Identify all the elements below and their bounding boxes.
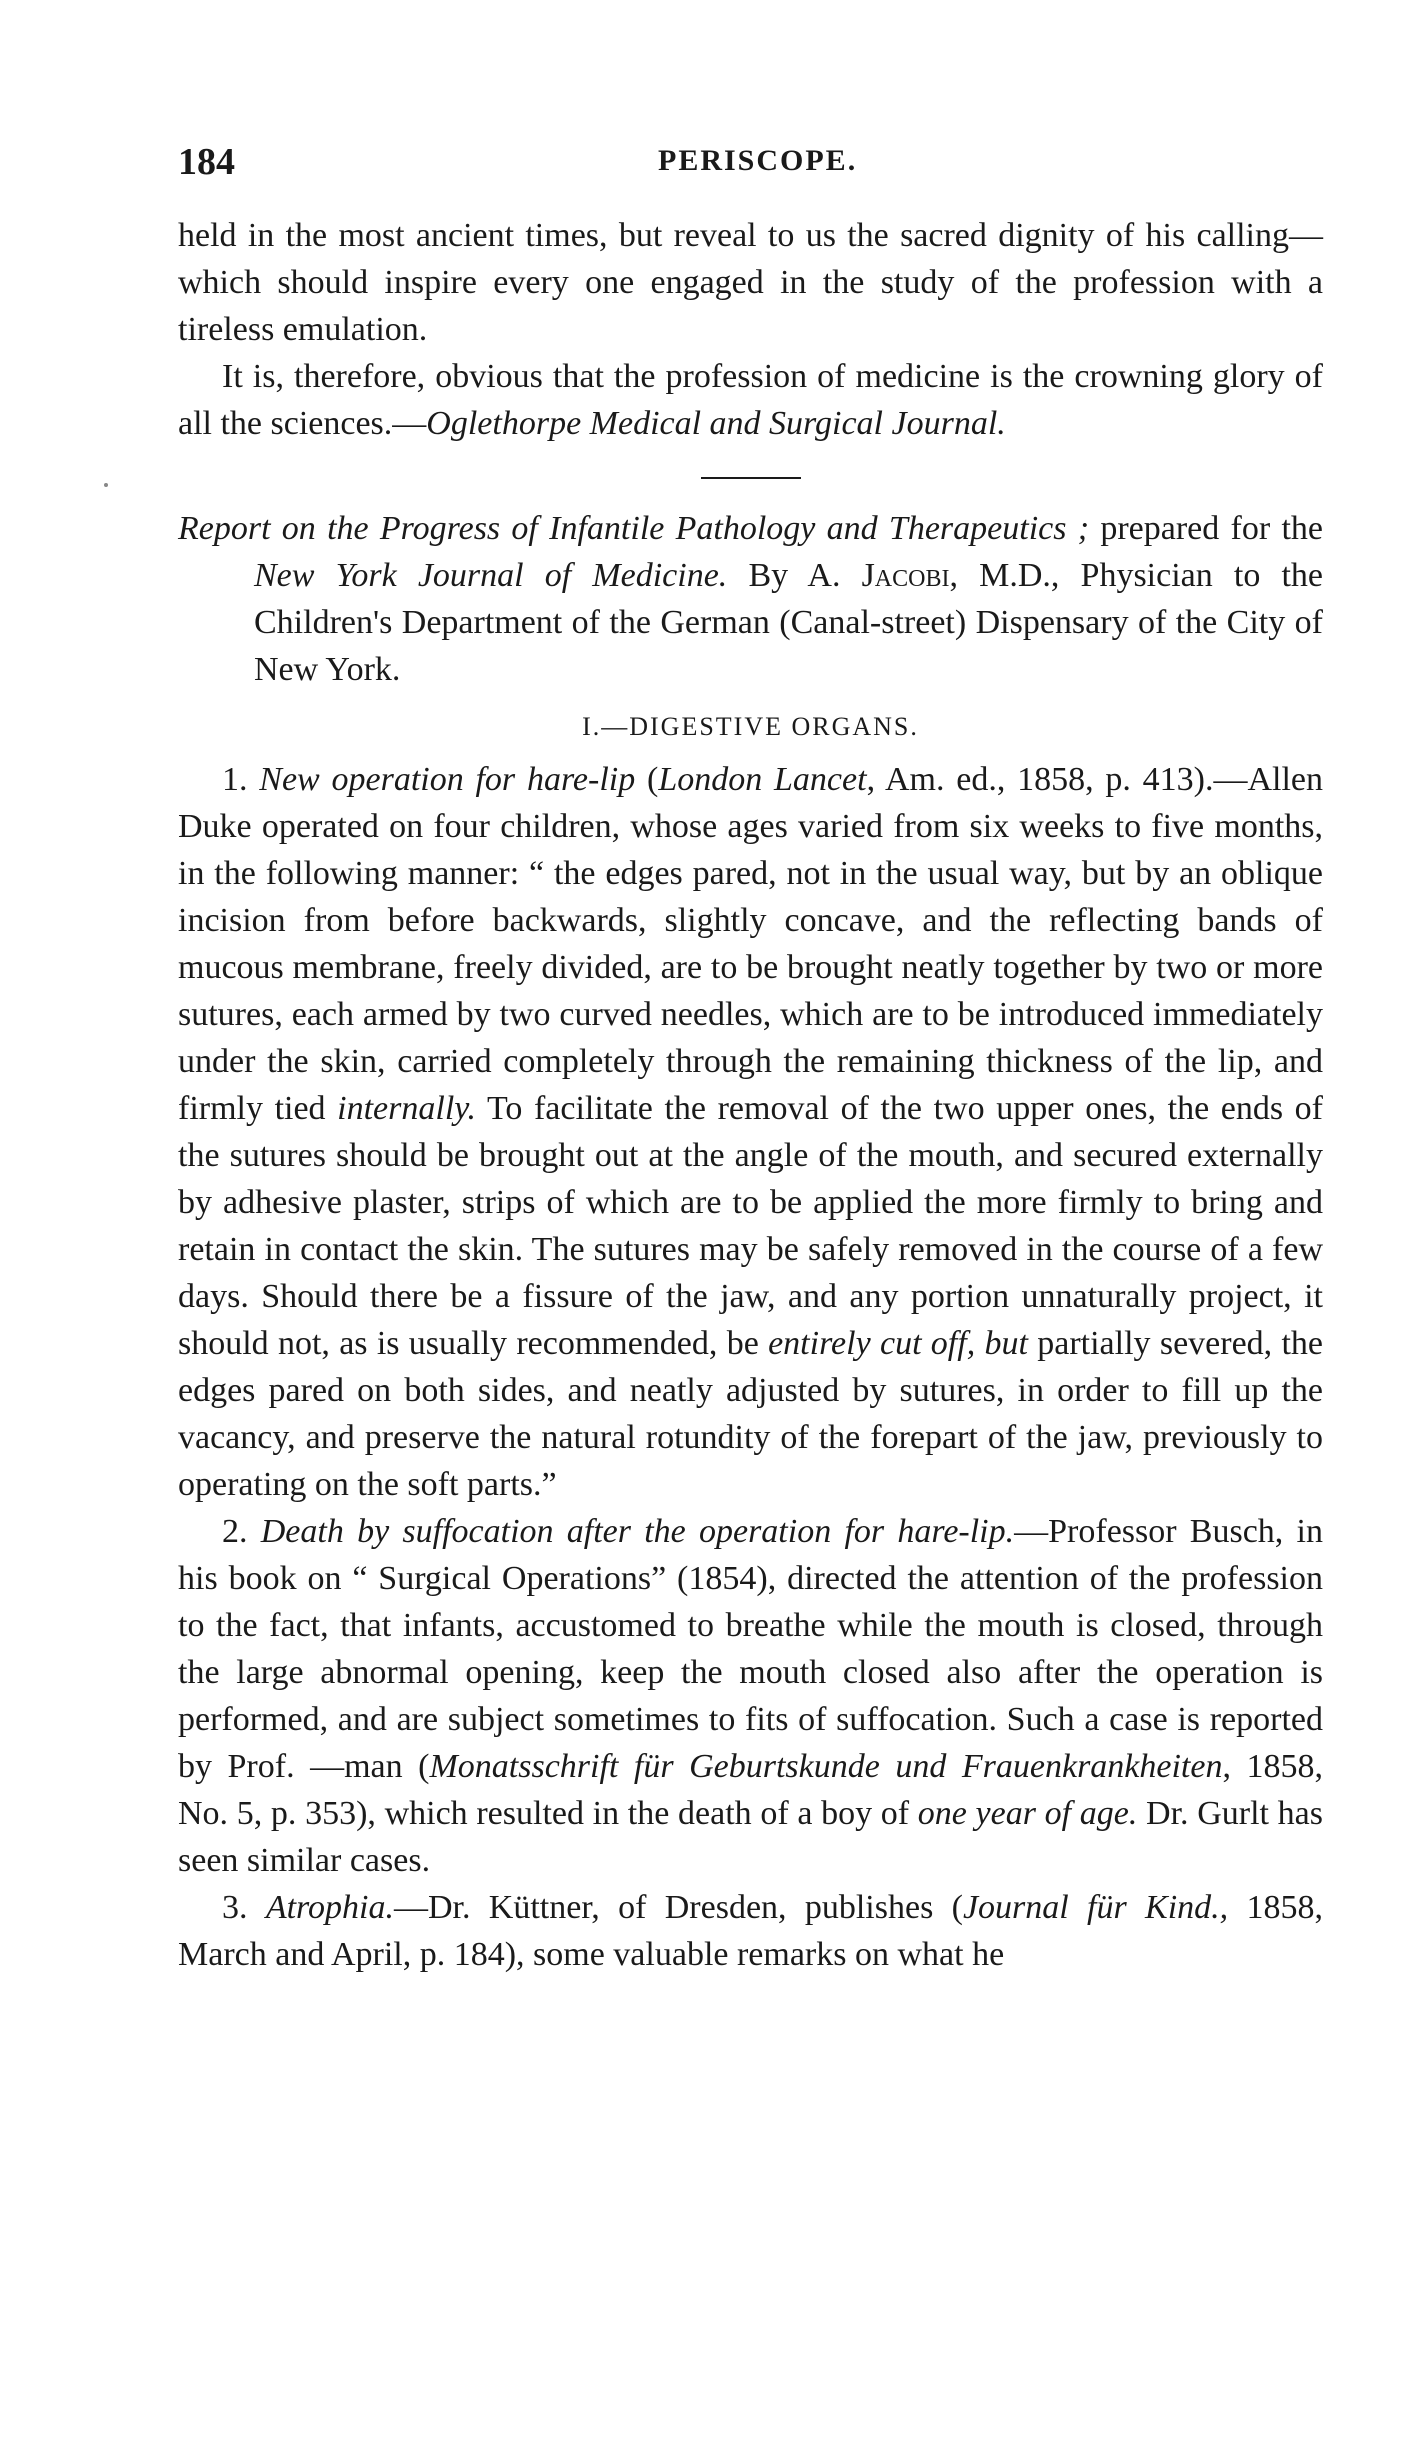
report-title: Report on the Progress of Infantile Pathology and Therapeutics ;	[178, 510, 1090, 547]
item-text: , 1858, No. 5, p. 353), which resulted in the death of a boy of	[178, 1748, 1323, 1832]
report-text: prepared for the	[1089, 510, 1324, 547]
item-text: —Dr. Küttner, of Dresden, publishes (	[393, 1889, 963, 1926]
paragraph-continuation: held in the most ancient times, but reveal to us the sacred dignity of his calling—which should inspire every one engaged in the study of the profession with a tireless emulation.	[178, 217, 1323, 348]
page-number: 184	[178, 141, 235, 183]
source-citation: Oglethorpe Medical and Surgical Journal.	[426, 405, 1006, 442]
item-atrophia	[178, 1884, 1323, 1978]
item-text: 1858, March and April, p. 184), some valuable remarks on what he	[178, 1889, 1323, 1973]
item-title: Atrophia.	[265, 1889, 394, 1926]
report-text: , M.D., Physician to the Children's Department of the German (Canal-street) Dispensary of the City of New York.	[254, 557, 1324, 688]
item-reference: Journal für Kind.,	[962, 1889, 1229, 1926]
item-emphasis: entirely cut off, but	[768, 1325, 1028, 1362]
item-title: Death by suffocation after the operation for hare-lip.	[260, 1513, 1015, 1550]
item-emphasis: one year of age.	[917, 1795, 1138, 1832]
section-heading: I.—DIGESTIVE ORGANS.	[582, 712, 919, 741]
item-text: To facilitate the removal of the two upper ones, the ends of the sutures should be brought out at the angle of the mouth, and secured externally by adhesive plaster, strips of which are to be applied the more firmly to bring and retain in contact the skin. The sutures may be safely removed in the course of a few days. Should there be a fissure of the jaw, and any portion unnaturally project, it should not, as is usually recommended, be	[178, 1090, 1323, 1362]
item-number: 1.	[222, 761, 248, 798]
item-number: 2.	[222, 1513, 248, 1550]
page-header	[178, 140, 1323, 190]
conclusion-text: It is, therefore, obvious that the profession of medicine is the crowning glory of all the sciences.—	[178, 358, 1323, 442]
margin-speck	[104, 483, 108, 487]
report-author: Jacobi	[861, 557, 950, 594]
item-emphasis: internally.	[337, 1090, 476, 1127]
item-text: Dr. Gurlt has seen similar cases.	[178, 1795, 1324, 1879]
section-divider	[701, 477, 801, 479]
item-text: —Professor Busch, in his book on “ Surgical Operations” (1854), directed the attention of the profession to the fact, that infants, accustomed to breathe while the mouth is closed, through the large abnormal opening, keep the mouth closed also after the operation is performed, and are subject sometimes to fits of suffocation. Such a case is reported by Prof. —man (	[178, 1513, 1323, 1785]
item-text: , Am. ed., 1858, p. 413).—Allen Duke operated on four children, whose ages varied from six weeks to five months, in the following manner: “ the edges pared, not in the usual way, but by an oblique incision from before backwards, slightly concave, and the reflecting bands of mucous membrane, freely divided, are to be brought neatly together by two or more sutures, each armed by two curved needles, which are to be introduced immediately under the skin, carried completely through the remaining thickness of the lip, and firmly tied	[178, 761, 1324, 1127]
item-reference: Monatsschrift für Geburtskunde und Frauenkrankheiten	[429, 1748, 1223, 1785]
item-number: 3.	[222, 1889, 248, 1926]
item-text: partially severed, the edges pared on both sides, and neatly adjusted by sutures, in order to fill up the vacancy, and preserve the natural rotundity of the forepart of the jaw, previously to operating on the soft parts.”	[178, 1325, 1323, 1503]
item-text: (	[635, 761, 659, 798]
page-body	[178, 212, 1323, 1978]
running-title: PERISCOPE.	[658, 144, 858, 177]
item-hare-lip-operation	[178, 756, 1323, 1508]
report-journal: New York Journal of Medicine.	[254, 557, 728, 594]
report-heading	[178, 505, 1323, 693]
paragraph-conclusion	[178, 353, 1323, 447]
item-title: New operation for hare-lip	[259, 761, 636, 798]
report-text: By A.	[727, 557, 862, 594]
item-suffocation	[178, 1508, 1323, 1884]
item-reference: London Lancet	[658, 761, 867, 798]
